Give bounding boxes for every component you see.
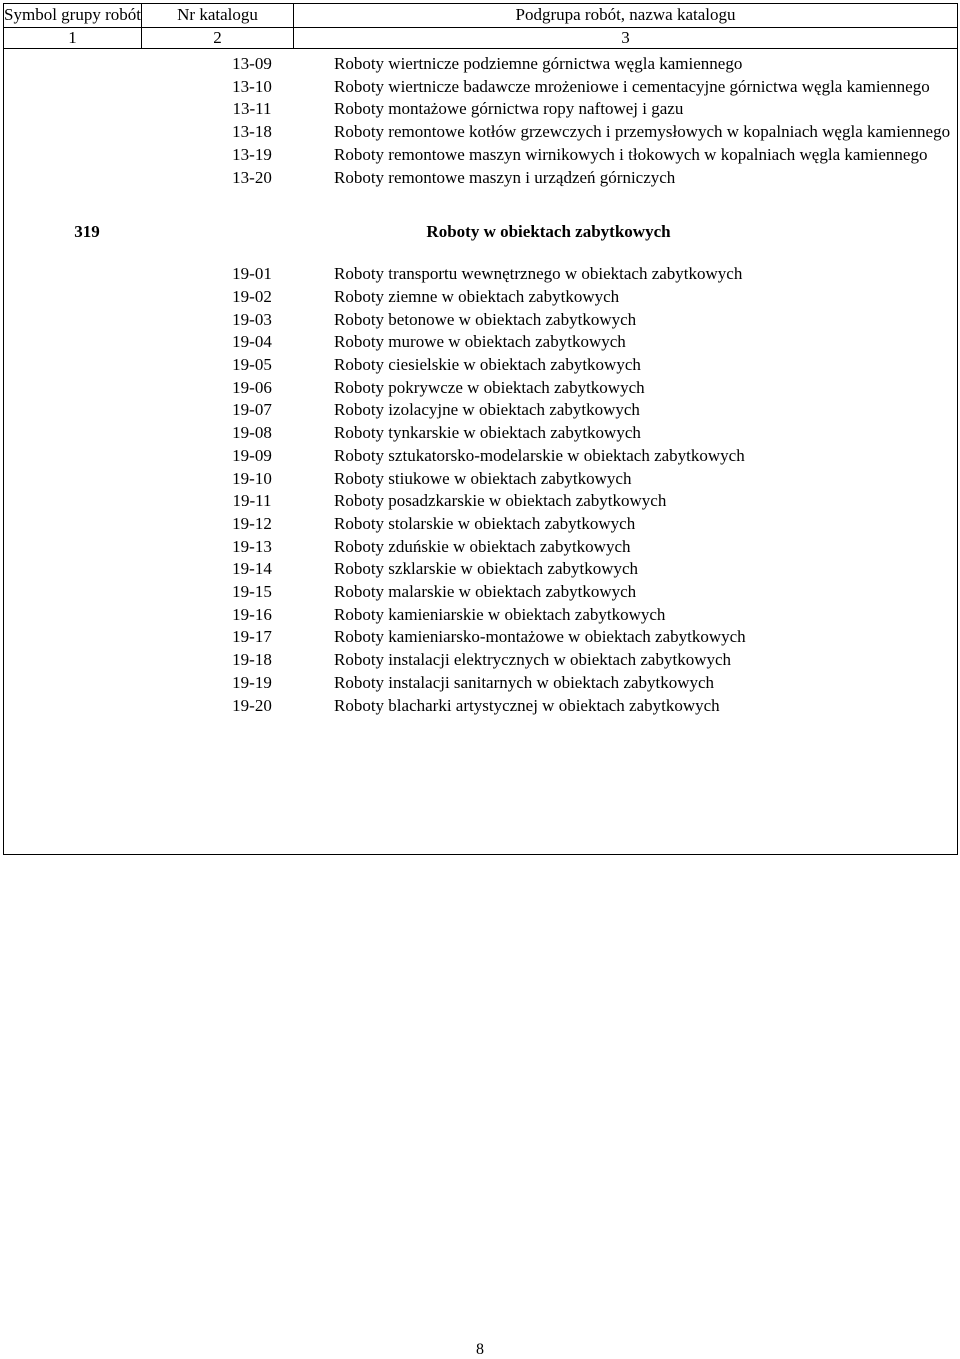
catalog-name: Roboty instalacji sanitarnych w obiektach zabytkowych bbox=[334, 672, 715, 692]
catalog-number: 19-04 bbox=[232, 332, 272, 352]
catalog-number: 19-19 bbox=[232, 672, 272, 692]
page-number: 8 bbox=[476, 1341, 484, 1358]
catalog-number: 19-02 bbox=[232, 286, 272, 306]
catalog-number: 19-17 bbox=[232, 627, 272, 647]
list-item bbox=[4, 354, 957, 377]
list-item bbox=[4, 672, 957, 695]
catalog-name: Roboty blacharki artystycznej w obiektach zabytkowych bbox=[334, 695, 720, 715]
catalog-name: Roboty wiertnicze badawcze mrożeniowe i cementacyjne górnictwa węgla kamiennego bbox=[334, 76, 930, 96]
catalog-number: 19-07 bbox=[232, 400, 272, 420]
catalog-number: 19-11 bbox=[232, 491, 272, 511]
list-item bbox=[4, 53, 957, 76]
header-subgroup-name: Podgrupa robót, nazwa katalogu bbox=[294, 4, 958, 28]
catalog-list-heritage bbox=[4, 263, 957, 717]
list-item bbox=[4, 422, 957, 445]
catalog-number: 19-08 bbox=[232, 423, 272, 443]
catalog-number: 13-11 bbox=[232, 99, 272, 119]
catalog-number: 19-10 bbox=[232, 468, 272, 488]
catalog-name: Roboty remontowe kotłów grzewczych i przemysłowych w kopalniach węgla kamiennego bbox=[334, 122, 951, 142]
list-item bbox=[4, 604, 957, 627]
table-header-row bbox=[4, 4, 958, 28]
list-item bbox=[4, 286, 957, 309]
catalog-name: Roboty posadzkarskie w obiektach zabytkowych bbox=[334, 491, 667, 511]
list-item bbox=[4, 445, 957, 468]
column-number-1: 1 bbox=[4, 28, 142, 49]
header-symbol: Symbol grupy robót bbox=[4, 4, 142, 28]
catalog-number: 19-18 bbox=[232, 650, 272, 670]
list-item bbox=[4, 695, 957, 718]
catalog-name: Roboty montażowe górnictwa ropy naftowej i gazu bbox=[334, 99, 684, 119]
catalog-name: Roboty stiukowe w obiektach zabytkowych bbox=[334, 468, 632, 488]
group-title: Roboty w obiektach zabytkowych bbox=[426, 222, 671, 242]
list-item bbox=[4, 263, 957, 286]
catalog-number: 19-20 bbox=[232, 695, 272, 715]
list-item bbox=[4, 331, 957, 354]
catalog-number: 19-05 bbox=[232, 355, 272, 375]
list-item bbox=[4, 309, 957, 332]
group-symbol: 319 bbox=[74, 222, 100, 242]
list-item bbox=[4, 513, 957, 536]
catalog-name: Roboty szklarskie w obiektach zabytkowych bbox=[334, 559, 639, 579]
list-item bbox=[4, 649, 957, 672]
catalog-name: Roboty remontowe maszyn i urządzeń górniczych bbox=[334, 167, 676, 187]
list-item bbox=[4, 490, 957, 513]
catalog-name: Roboty transportu wewnętrznego w obiektach zabytkowych bbox=[334, 264, 743, 284]
catalog-list-mining bbox=[4, 49, 957, 189]
header-catalog-number: Nr katalogu bbox=[142, 4, 294, 28]
catalog-table bbox=[3, 3, 958, 855]
catalog-name: Roboty sztukatorsko-modelarskie w obiektach zabytkowych bbox=[334, 445, 745, 465]
catalog-name: Roboty instalacji elektrycznych w obiektach zabytkowych bbox=[334, 650, 732, 670]
list-item bbox=[4, 377, 957, 400]
list-item bbox=[4, 399, 957, 422]
catalog-number: 19-15 bbox=[232, 582, 272, 602]
catalog-number: 19-12 bbox=[232, 513, 272, 533]
list-item bbox=[4, 536, 957, 559]
list-item bbox=[4, 558, 957, 581]
column-number-2: 2 bbox=[142, 28, 294, 49]
catalog-name: Roboty betonowe w obiektach zabytkowych bbox=[334, 309, 637, 329]
column-number-3: 3 bbox=[294, 28, 958, 49]
catalog-name: Roboty ciesielskie w obiektach zabytkowych bbox=[334, 355, 641, 375]
table-body-row bbox=[4, 49, 958, 855]
list-item bbox=[4, 581, 957, 604]
list-item bbox=[4, 76, 957, 99]
catalog-number: 19-13 bbox=[232, 536, 272, 556]
catalog-name: Roboty zduńskie w obiektach zabytkowych bbox=[334, 536, 631, 556]
list-item bbox=[4, 167, 957, 190]
catalog-name: Roboty pokrywcze w obiektach zabytkowych bbox=[334, 377, 645, 397]
catalog-name: Roboty stolarskie w obiektach zabytkowych bbox=[334, 513, 636, 533]
catalog-name: Roboty tynkarskie w obiektach zabytkowych bbox=[334, 423, 641, 443]
list-item bbox=[4, 626, 957, 649]
catalog-number: 19-01 bbox=[232, 264, 272, 284]
catalog-number: 13-18 bbox=[232, 122, 272, 142]
catalog-name: Roboty kamieniarsko-montażowe w obiektach zabytkowych bbox=[334, 627, 746, 647]
list-item bbox=[4, 144, 957, 167]
table-body bbox=[4, 49, 958, 855]
catalog-number: 13-20 bbox=[232, 167, 272, 187]
catalog-name: Roboty wiertnicze podziemne górnictwa węgla kamiennego bbox=[334, 54, 743, 73]
catalog-name: Roboty izolacyjne w obiektach zabytkowych bbox=[334, 400, 640, 420]
catalog-number: 13-19 bbox=[232, 144, 272, 164]
catalog-number: 19-06 bbox=[232, 377, 272, 397]
list-item bbox=[4, 468, 957, 491]
catalog-name: Roboty remontowe maszyn wirnikowych i tłokowych w kopalniach węgla kamiennego bbox=[334, 144, 928, 164]
catalog-number: 13-10 bbox=[232, 76, 272, 96]
catalog-number: 19-09 bbox=[232, 445, 272, 465]
catalog-name: Roboty malarskie w obiektach zabytkowych bbox=[334, 582, 637, 602]
catalog-number: 19-16 bbox=[232, 604, 272, 624]
list-item bbox=[4, 98, 957, 121]
list-item bbox=[4, 121, 957, 144]
group-heading bbox=[4, 221, 957, 243]
catalog-number: 13-09 bbox=[232, 54, 272, 73]
catalog-name: Roboty murowe w obiektach zabytkowych bbox=[334, 332, 626, 352]
catalog-name: Roboty ziemne w obiektach zabytkowych bbox=[334, 286, 620, 306]
column-number-row bbox=[4, 28, 958, 49]
catalog-name: Roboty kamieniarskie w obiektach zabytkowych bbox=[334, 604, 666, 624]
catalog-number: 19-14 bbox=[232, 559, 272, 579]
catalog-number: 19-03 bbox=[232, 309, 272, 329]
